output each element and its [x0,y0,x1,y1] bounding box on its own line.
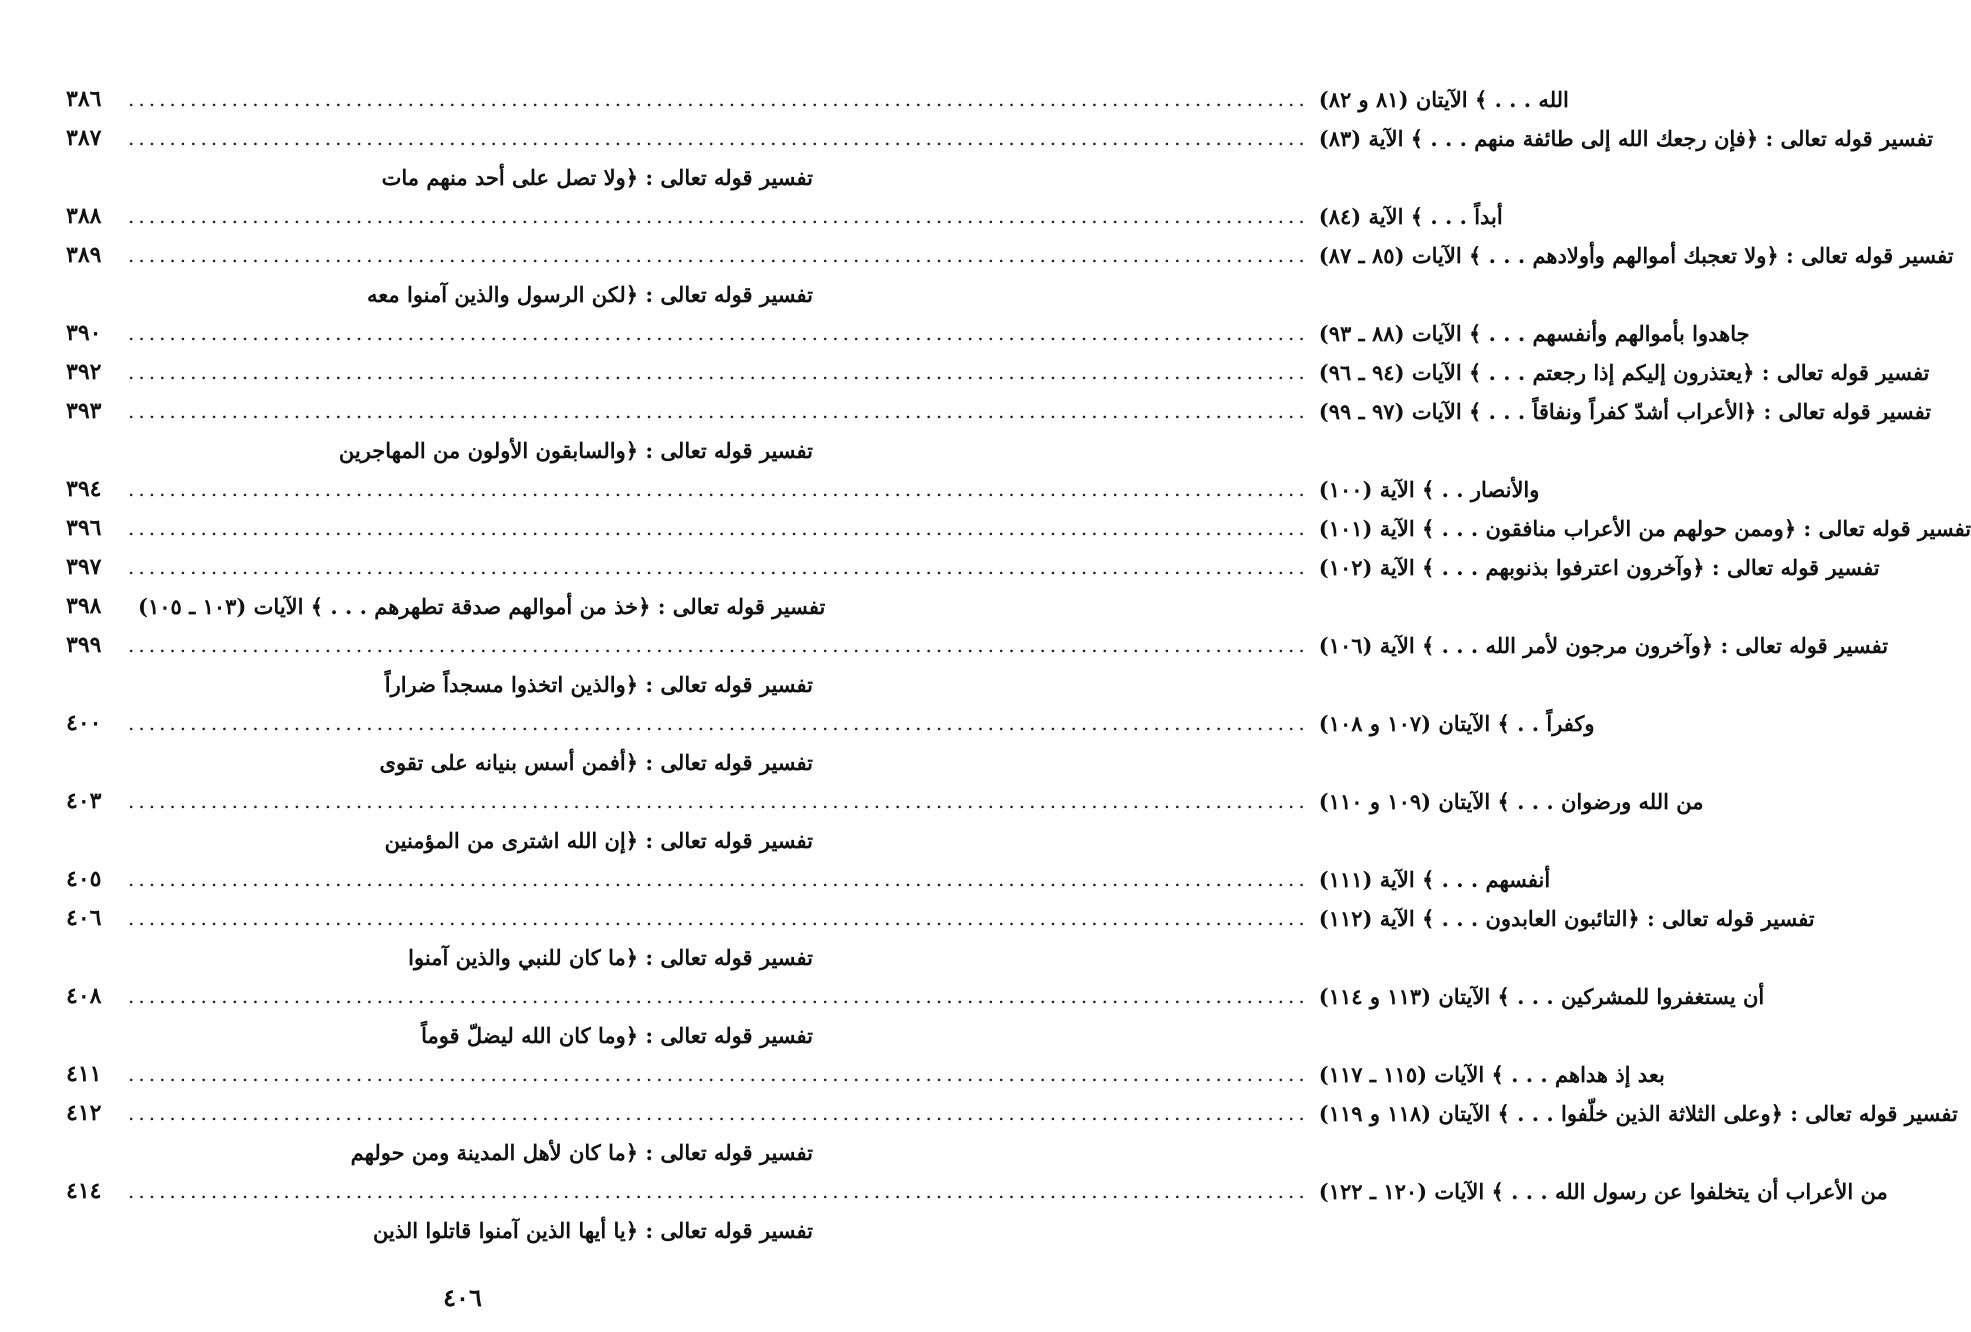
page-number: ٣٨٩ [66,242,102,268]
page-number: ٤١٢ [66,1100,102,1126]
entry-text: من الأعراب أن يتخلفوا عن رسول الله . . . ﴾ الآيات (١٢٠ ـ ١٢٢) [1318,1178,1888,1204]
toc-entry [66,198,1503,234]
leader-dots: .................................................................................................................. [128,789,1309,813]
toc-entry [66,315,1750,351]
entry-text: تفسير قوله تعالى : ﴿لكن الرسول والذين آمنوا معه [367,281,813,307]
page-number: ٣٨٧ [66,125,102,151]
toc-entry [66,900,1815,936]
toc-entry [66,744,813,780]
toc-entry [66,510,1971,546]
toc-entry [66,120,1934,156]
toc-entry [66,783,1704,819]
leader-dots: .................................................................................................................. [128,711,1309,735]
toc-entry [66,666,813,702]
entry-text: تفسير قوله تعالى : ﴿إن الله اشترى من المؤمنين [384,827,813,853]
entry-text: تفسير قوله تعالى : ﴿ولا تعجبك أموالهم وأولادهم . . . ﴾ الآيات (٨٥ ـ ٨٧) [1318,242,1954,268]
page-number: ٣٩٨ [66,593,102,619]
entry-text: تفسير قوله تعالى : ﴿ما كان للنبي والذين آمنوا [408,944,813,970]
page-number: ٤٠٣ [66,788,102,814]
page-number: ٣٩٠ [66,320,102,346]
toc-entry [66,393,1932,429]
toc-entry [66,1212,813,1248]
entry-text: تفسير قوله تعالى : ﴿يعتذرون إليكم إذا رجعتم . . . ﴾ الآيات (٩٤ ـ ٩٦) [1318,359,1930,385]
entry-text: تفسير قوله تعالى : ﴿وآخرون اعترفوا بذنوبهم . . . ﴾ الآية (١٠٢) [1318,554,1880,580]
entry-text: تفسير قوله تعالى : ﴿التائبون العابدون . . . ﴾ الآية (١١٢) [1318,905,1815,931]
leader-dots: .................................................................................................................. [128,1179,1309,1203]
toc-entry [66,588,826,624]
entry-text: تفسير قوله تعالى : ﴿ما كان لأهل المدينة ومن حولهم [350,1139,813,1165]
toc-entry [66,1134,813,1170]
toc-entry [66,354,1930,390]
entry-text: الله . . . ﴾ الآيتان (٨١ و ٨٢) [1318,86,1569,112]
entry-text: أنفسهم . . . ﴾ الآية (١١١) [1318,866,1551,892]
toc-entry [66,627,1889,663]
toc-entry [66,1095,1958,1131]
page-number: ٤٠٨ [66,983,102,1009]
entry-text: أن يستغفروا للمشركين . . . ﴾ الآيتان (١١٣ و ١١٤) [1318,983,1765,1009]
toc-entry [66,432,813,468]
leader-dots: .................................................................................................................. [128,984,1309,1008]
toc-entry [66,1017,813,1053]
leader-dots: .................................................................................................................. [128,633,1309,657]
leader-dots: .................................................................................................................. [128,906,1309,930]
entry-text: تفسير قوله تعالى : ﴿والذين اتخذوا مسجداً ضراراً [384,671,813,697]
leader-dots: .................................................................................................................. [128,1101,1309,1125]
page-number: ٤٠٦ [66,905,102,931]
toc-entry [66,81,1569,117]
entry-text: تفسير قوله تعالى : ﴿وعلى الثلاثة الذين خلّفوا . . . ﴾ الآيتان (١١٨ و ١١٩) [1318,1100,1958,1126]
entry-text: تفسير قوله تعالى : ﴿يا أيها الذين آمنوا قاتلوا الذين [373,1217,813,1243]
entry-text: أبداً . . . ﴾ الآية (٨٤) [1318,203,1503,229]
leader-dots: .................................................................................................................. [128,399,1309,423]
toc-entry [66,1056,1665,1092]
page-number: ٣٩٩ [66,632,102,658]
page-number: ٣٨٨ [66,203,102,229]
page-number: ٣٩٤ [66,476,102,502]
entry-text: تفسير قوله تعالى : ﴿أفمن أسس بنيانه على تقوى [379,749,813,775]
leader-dots: .................................................................................................................. [128,243,1309,267]
entry-text: تفسير قوله تعالى : ﴿خذ من أموالهم صدقة تطهرهم . . . ﴾ الآيات (١٠٣ ـ ١٠٥) [138,593,826,619]
entry-text: تفسير قوله تعالى : ﴿وما كان الله ليضلّ قوماً [421,1022,813,1048]
leader-dots: .................................................................................................................. [128,126,1309,150]
toc-entry [66,549,1880,585]
entry-text: من الله ورضوان . . . ﴾ الآيتان (١٠٩ و ١١٠) [1318,788,1704,814]
entry-text: تفسير قوله تعالى : ﴿والسابقون الأولون من المهاجرين [338,437,813,463]
entry-text: تفسير قوله تعالى : ﴿وممن حولهم من الأعراب منافقون . . . ﴾ الآية (١٠١) [1318,515,1971,541]
toc-entry [66,978,1765,1014]
leader-dots: .................................................................................................................. [128,516,1309,540]
entry-text: تفسير قوله تعالى : ﴿ولا تصل على أحد منهم مات [381,164,813,190]
leader-dots: .................................................................................................................. [128,555,1309,579]
leader-dots: .................................................................................................................. [128,360,1309,384]
entry-text: وكفراً . . ﴾ الآيتان (١٠٧ و ١٠٨) [1318,710,1595,736]
leader-dots: .................................................................................................................. [128,1062,1309,1086]
toc-entry [66,861,1551,897]
page-number: ٣٩٢ [66,359,102,385]
toc-entry [66,276,813,312]
page-number: ٤٠٥ [66,866,102,892]
entry-text: تفسير قوله تعالى : ﴿الأعراب أشدّ كفراً ونفاقاً . . . ﴾ الآيات (٩٧ ـ ٩٩) [1318,398,1932,424]
entry-text: بعد إذ هداهم . . . ﴾ الآيات (١١٥ ـ ١١٧) [1318,1061,1665,1087]
leader-dots: .................................................................................................................. [128,477,1309,501]
toc-entry [66,705,1595,741]
entry-text: جاهدوا بأموالهم وأنفسهم . . . ﴾ الآيات (٨٨ ـ ٩٣) [1318,320,1750,346]
page-number: ٣٩٧ [66,554,102,580]
leader-dots: .................................................................................................................. [128,87,1309,111]
toc-entry [66,939,813,975]
entry-text: تفسير قوله تعالى : ﴿وآخرون مرجون لأمر الله . . . ﴾ الآية (١٠٦) [1318,632,1889,658]
leader-dots: .................................................................................................................. [128,867,1309,891]
toc-entry [66,237,1954,273]
toc-entry [66,1173,1888,1209]
toc-entry [66,471,1540,507]
leader-dots: .................................................................................................................. [128,321,1309,345]
toc-entry [66,159,813,195]
page-number: ٣٩٣ [66,398,102,424]
page-number: ٤١١ [66,1061,102,1087]
toc-entry [66,822,813,858]
page-number: ٤٠٠ [66,710,102,736]
page-number: ٣٩٦ [66,515,102,541]
footer-page-number: ٤٠٦ [443,1283,482,1312]
page-number: ٤١٤ [66,1178,102,1204]
page-number: ٣٨٦ [66,86,102,112]
entry-text: والأنصار . . ﴾ الآية (١٠٠) [1318,476,1540,502]
entry-text: تفسير قوله تعالى : ﴿فإن رجعك الله إلى طائفة منهم . . . ﴾ الآية (٨٣) [1318,125,1934,151]
leader-dots: .................................................................................................................. [128,204,1309,228]
